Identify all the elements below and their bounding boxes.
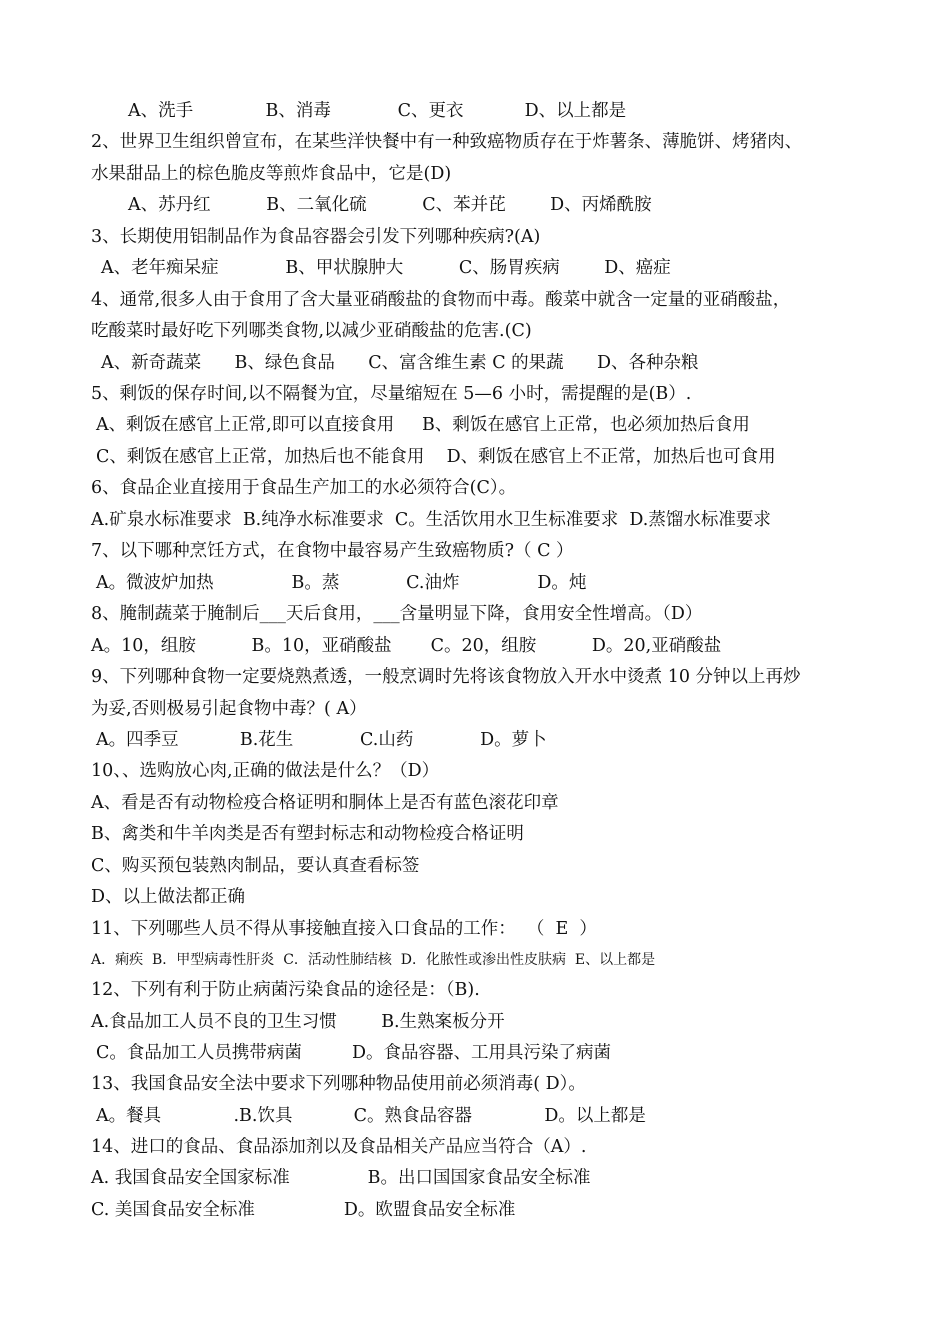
q14-options-ab: A. 我国食品安全国家标准 B。出口国国家食品安全标准	[91, 1168, 591, 1188]
q10-option-d: D、以上做法都正确	[91, 887, 246, 907]
q4-text-line2: 吃酸菜时最好吃下列哪类食物,以减少亚硝酸盐的危害.(C)	[91, 321, 532, 341]
q6-options: A.矿泉水标准要求 B.纯净水标准要求 C。生活饮用水卫生标准要求 D.蒸馏水标准要求	[91, 510, 771, 530]
q13-text: 13、我国食品安全法中要求下列哪种物品使用前必须消毒( D）。	[91, 1074, 586, 1094]
q2-text-line1: 2、世界卫生组织曾宣布，在某些洋快餐中有一种致癌物质存在于炸薯条、薄脆饼、烤猪肉、	[91, 132, 803, 152]
q14-options-cd: C. 美国食品安全标准 D。欧盟食品安全标准	[91, 1200, 516, 1220]
q9-text-line1: 9、下列哪种食物一定要烧熟煮透，一般烹调时先将该食物放入开水中烫煮 10 分钟以上再炒	[91, 667, 801, 687]
q5-options-ab: A、剩饭在感官上正常,即可以直接食用 B、剩饭在感官上正常，也必须加热后食用	[96, 415, 750, 435]
q11-options: A．痢疾 B．甲型病毒性肝炎 C．活动性肺结核 D．化脓性或渗出性皮肤病 E、以上都是	[91, 952, 656, 968]
q8-options: A。10，组胺 B。10，亚硝酸盐 C。20，组胺 D。20,亚硝酸盐	[91, 636, 722, 656]
q4-options: A、新奇蔬菜 B、绿色食品 C、富含维生素 C 的果蔬 D、各种杂粮	[101, 353, 699, 373]
q3-text: 3、长期使用铝制品作为食品容器会引发下列哪种疾病?(A)	[91, 227, 541, 247]
q10-option-c: C、购买预包装熟肉制品，要认真查看标签	[91, 856, 420, 876]
q14-text: 14、进口的食品、食品添加剂以及食品相关产品应当符合（A）.	[91, 1137, 587, 1157]
q7-text: 7、以下哪种烹饪方式，在食物中最容易产生致癌物质?（ C ）	[91, 541, 574, 561]
q3-options: A、老年痴呆症 B、甲状腺肿大 C、肠胃疾病 D、癌症	[101, 258, 671, 278]
q1-options: A、洗手 B、消毒 C、更衣 D、以上都是	[128, 101, 627, 121]
q2-options: A、苏丹红 B、二氧化硫 C、苯并芘 D、丙烯酰胺	[128, 195, 652, 215]
q5-text: 5、剩饭的保存时间,以不隔餐为宜，尽量缩短在 5—6 小时，需提醒的是(B）.	[91, 384, 692, 404]
q13-options: A。餐具 .B.饮具 C。熟食品容器 D。以上都是	[96, 1106, 646, 1126]
q9-text-line2: 为妥,否则极易引起食物中毒？( A）	[91, 699, 367, 719]
q9-options: A。四季豆 B.花生 C.山药 D。萝卜	[96, 730, 547, 750]
q7-options: A。微波炉加热 B。蒸 C.油炸 D。炖	[96, 573, 587, 593]
q12-options-ab: A.食品加工人员不良的卫生习惯 B.生熟案板分开	[91, 1012, 505, 1032]
q12-text: 12、下列有利于防止病菌污染食品的途径是：（B).	[91, 980, 480, 1000]
q4-text-line1: 4、通常,很多人由于食用了含大量亚硝酸盐的食物而中毒。酸菜中就含一定量的亚硝酸盐，	[91, 290, 791, 310]
q12-options-cd: C。食品加工人员携带病菌 D。食品容器、工用具污染了病菌	[96, 1043, 611, 1063]
q5-options-cd: C、剩饭在感官上正常，加热后也不能食用 D、剩饭在感官上不正常，加热后也可食用	[96, 447, 776, 467]
q6-text: 6、食品企业直接用于食品生产加工的水必须符合(C）。	[91, 478, 517, 498]
q2-text-line2: 水果甜品上的棕色脆皮等煎炸食品中，它是(D)	[91, 164, 452, 184]
q11-text: 11、下列哪些人员不得从事接触直接入口食品的工作： （ E ）	[91, 919, 597, 939]
q8-text: 8、腌制蔬菜于腌制后___天后食用，___含量明显下降，食用安全性增高。（D）	[91, 604, 703, 624]
q10-text: 10、、选购放心肉,正确的做法是什么？（D）	[91, 761, 440, 781]
q10-option-b: B、禽类和牛羊肉类是否有塑封标志和动物检疫合格证明	[91, 824, 524, 844]
q10-option-a: A、看是否有动物检疫合格证明和胴体上是否有蓝色滚花印章	[91, 793, 559, 813]
